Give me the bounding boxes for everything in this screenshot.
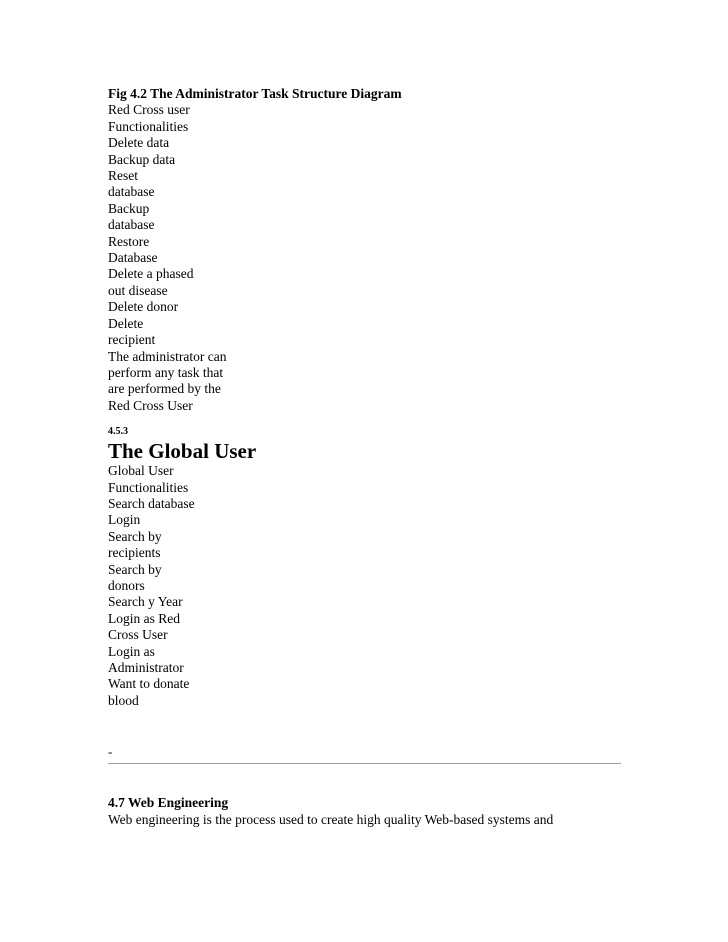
diagram-line: recipient xyxy=(108,332,156,348)
diagram-line: donors xyxy=(108,577,145,593)
section-number: 4.5.3 xyxy=(108,426,128,438)
diagram-line: Restore xyxy=(108,233,150,249)
diagram-line: Functionalities xyxy=(108,479,189,495)
admin-task-diagram-text xyxy=(108,102,628,414)
diagram-line: are performed by the xyxy=(108,381,221,397)
diagram-line: Global User xyxy=(108,463,174,479)
diagram-line: Delete a phased xyxy=(108,266,194,282)
diagram-line: Delete donor xyxy=(108,299,179,315)
diagram-line: Search by xyxy=(108,561,162,577)
diagram-line: Search database xyxy=(108,495,195,511)
web-engineering-paragraph: Web engineering is the process used to create high quality Web-based systems and xyxy=(108,812,554,827)
diagram-line: Login xyxy=(108,512,141,528)
diagram-line: recipients xyxy=(108,545,161,561)
diagram-line: database xyxy=(108,184,155,200)
diagram-line: Backup xyxy=(108,200,150,216)
diagram-line: Database xyxy=(108,250,158,266)
diagram-line: Red Cross user xyxy=(108,102,190,118)
diagram-line: Search by xyxy=(108,528,162,544)
diagram-line: out disease xyxy=(108,282,168,298)
figure-caption: Fig 4.2 The Administrator Task Structure Diagram xyxy=(108,86,402,101)
horizontal-rule xyxy=(108,763,621,764)
separator-dash: - xyxy=(108,744,113,759)
diagram-line: Search y Year xyxy=(108,594,183,610)
diagram-line: Login as xyxy=(108,643,155,659)
diagram-line: Cross User xyxy=(108,627,168,643)
diagram-line: Administrator xyxy=(108,660,184,675)
diagram-line: blood xyxy=(108,692,139,708)
diagram-line: perform any task that xyxy=(108,364,224,380)
global-user-diagram-text xyxy=(108,463,628,709)
diagram-line: Login as Red xyxy=(108,610,180,626)
diagram-line: database xyxy=(108,217,155,233)
web-engineering-heading: 4.7 Web Engineering xyxy=(108,795,229,810)
diagram-line: Functionalities xyxy=(108,118,189,134)
document-body xyxy=(108,86,628,709)
diagram-line: Want to donate xyxy=(108,676,190,692)
diagram-line: Red Cross User xyxy=(108,397,193,413)
section-heading: The Global User xyxy=(108,439,257,464)
diagram-line: Backup data xyxy=(108,151,176,167)
diagram-line: Delete xyxy=(108,315,144,331)
diagram-line: Delete data xyxy=(108,135,170,151)
diagram-line: Reset xyxy=(108,168,138,184)
diagram-line: The administrator can xyxy=(108,348,227,364)
